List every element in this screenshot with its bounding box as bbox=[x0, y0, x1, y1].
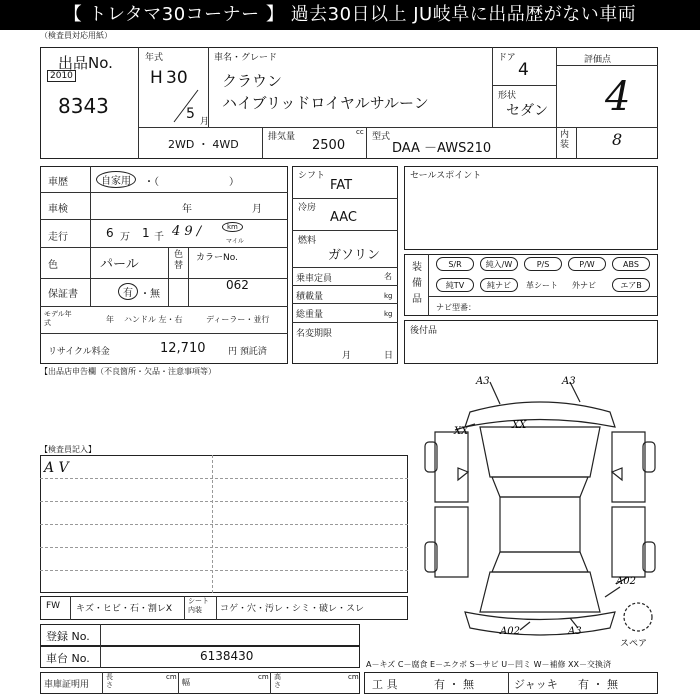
left-info-frame bbox=[40, 166, 288, 364]
divider bbox=[292, 230, 398, 231]
width-label: 幅 bbox=[182, 678, 190, 687]
divider bbox=[40, 219, 288, 220]
lot-label: 出品No. bbox=[58, 54, 113, 72]
history-value: 自家用 bbox=[96, 171, 136, 188]
divider bbox=[168, 247, 169, 306]
history-rest: ・（ ） bbox=[144, 177, 239, 188]
equip-aftermarket-navi: 外ナビ bbox=[572, 281, 596, 290]
shift-label: シフト bbox=[298, 171, 326, 181]
body-shape: セダン bbox=[506, 103, 549, 119]
color-value: パール bbox=[100, 257, 139, 272]
mileage-sen-unit: 千 bbox=[154, 232, 164, 243]
divider bbox=[508, 672, 509, 694]
divider bbox=[40, 333, 288, 334]
length-label: 長さ bbox=[106, 673, 113, 689]
divider bbox=[102, 672, 103, 694]
month-value: 5 bbox=[186, 106, 195, 122]
mark-a02-1: A02 bbox=[616, 576, 636, 587]
mark-a3-1: A3 bbox=[476, 376, 490, 387]
mark-xx-2: XX bbox=[512, 420, 527, 431]
mileage-rest: 4 9 / bbox=[172, 224, 202, 239]
year-value: 30 bbox=[166, 68, 188, 88]
color-no-label: カラーNo. bbox=[196, 253, 238, 263]
divider bbox=[138, 47, 139, 159]
divider bbox=[492, 47, 493, 127]
model-year-label: モデル年式 bbox=[44, 310, 72, 327]
chassis-number: 6138430 bbox=[200, 649, 254, 663]
color-label: 色 bbox=[48, 260, 58, 271]
score-value: 4 bbox=[605, 74, 631, 120]
ac-value: AAC bbox=[330, 210, 357, 225]
corner-banner: 【 トレタマ30コーナー 】 過去30日以上 JU岐阜に出品歴がない車両 bbox=[0, 0, 700, 30]
load-kg: kg bbox=[384, 292, 393, 300]
fw-label: FW bbox=[46, 601, 61, 611]
title-change-day: 日 bbox=[384, 351, 394, 361]
warranty-label: 保証書 bbox=[48, 289, 78, 300]
divider bbox=[270, 672, 271, 694]
car-grade: ハイブリッドロイヤルサルーン bbox=[222, 94, 429, 112]
note-line bbox=[40, 570, 408, 571]
inspector-note: A V bbox=[44, 460, 69, 476]
divider bbox=[70, 596, 71, 620]
cc-unit: cc bbox=[356, 128, 364, 136]
tools-label: 工 具 bbox=[372, 678, 398, 691]
shape-label: 形状 bbox=[498, 91, 517, 101]
divider bbox=[428, 296, 658, 297]
divider bbox=[576, 127, 577, 159]
seller-remarks-label: 【出品店申告欄（不良箇所・欠品・注意事項等） bbox=[40, 367, 216, 376]
inspection-year-unit: 年 bbox=[182, 204, 192, 215]
length-cm: cm bbox=[166, 673, 177, 681]
note-line bbox=[40, 478, 408, 479]
title-change-label: 名変期限 bbox=[296, 329, 333, 339]
registration-label: 登録 No. bbox=[46, 630, 90, 643]
divider bbox=[216, 596, 217, 620]
divider bbox=[188, 247, 189, 306]
aftermarket-box bbox=[404, 320, 658, 364]
tools-value: 有 ・ 無 bbox=[434, 678, 474, 691]
divider bbox=[90, 166, 91, 306]
era: H bbox=[150, 68, 163, 88]
divider bbox=[292, 285, 398, 286]
divider bbox=[292, 303, 398, 304]
year-label: 年式 bbox=[145, 53, 164, 63]
seat-value: コゲ・穴・汚レ・シミ・破レ・スレ bbox=[220, 604, 365, 614]
equip-alloy-wheels: 純入/W bbox=[480, 257, 518, 271]
note-divider bbox=[212, 455, 213, 593]
divider bbox=[40, 247, 288, 248]
divider bbox=[292, 198, 398, 199]
model-code: DAA －AWS210 bbox=[392, 141, 492, 156]
recycle-value: 12,710 bbox=[160, 341, 206, 356]
note-line bbox=[40, 524, 408, 525]
divider bbox=[556, 47, 557, 159]
mark-a02-2: A02 bbox=[500, 626, 520, 637]
load-label: 積載量 bbox=[296, 292, 324, 302]
mileage-label: 走行 bbox=[48, 232, 68, 243]
door-count: 4 bbox=[518, 60, 529, 80]
divider bbox=[292, 322, 398, 323]
warranty-yes: 有 bbox=[118, 283, 138, 300]
damage-code-legend: A－キズ C－腐食 E－エクボ S－サビ U－凹ミ W－補修 XX－交換済 bbox=[366, 660, 612, 669]
interior-score: 8 bbox=[612, 130, 623, 149]
car-name: クラウン bbox=[222, 72, 283, 90]
equip-abs: ABS bbox=[612, 257, 650, 271]
divider bbox=[292, 267, 398, 268]
height-label: 高さ bbox=[274, 673, 281, 689]
warranty-no: ・無 bbox=[140, 289, 160, 300]
divider bbox=[40, 306, 288, 307]
equipment-label: 装備品 bbox=[412, 262, 422, 305]
equip-genuine-navi: 純ナビ bbox=[480, 278, 518, 292]
divider bbox=[40, 192, 288, 193]
divider bbox=[178, 672, 179, 694]
lot-number: 8343 bbox=[58, 94, 109, 118]
mark-a3-2: A3 bbox=[562, 376, 576, 387]
mile-unit: マイル bbox=[226, 238, 244, 245]
displacement-value: 2500 bbox=[312, 138, 346, 153]
width-cm: cm bbox=[258, 673, 269, 681]
month-unit: 月 bbox=[200, 117, 210, 127]
capacity-unit: 名 bbox=[384, 272, 392, 281]
handle-label: ハンドル 左・右 bbox=[124, 315, 183, 324]
sales-point-label: セールスポイント bbox=[410, 171, 482, 181]
inspector-remarks-label: 【検査員記入】 bbox=[40, 445, 96, 454]
displacement-label: 排気量 bbox=[268, 132, 296, 142]
weight-label: 総重量 bbox=[296, 310, 324, 320]
model-label: 型式 bbox=[372, 132, 391, 142]
divider bbox=[100, 646, 101, 668]
divider bbox=[184, 596, 185, 620]
dealer-label: ディーラー・並行 bbox=[206, 315, 270, 324]
mileage-sen: 1 bbox=[142, 226, 150, 240]
divider bbox=[366, 127, 367, 159]
divider bbox=[492, 85, 556, 86]
slash-mark bbox=[170, 88, 200, 124]
divider bbox=[556, 127, 658, 128]
height-cm: cm bbox=[348, 673, 359, 681]
inspection-label: 車検 bbox=[48, 204, 68, 215]
door-label: ドア bbox=[498, 53, 516, 63]
divider bbox=[556, 65, 658, 66]
note-line bbox=[40, 501, 408, 502]
recycle-label: リサイクル料金 bbox=[48, 347, 110, 357]
equip-sunroof: S/R bbox=[436, 257, 474, 271]
garage-cert-label: 車庫証明用 bbox=[44, 680, 90, 690]
aftermarket-label: 後付品 bbox=[410, 326, 438, 336]
inspection-month-unit: 月 bbox=[252, 204, 262, 215]
km-unit: km bbox=[222, 222, 243, 232]
mileage-man-unit: 万 bbox=[120, 232, 130, 243]
drive-type: 2WD ・ 4WD bbox=[168, 138, 239, 151]
chassis-label: 車台 No. bbox=[46, 652, 90, 665]
fw-value: キズ・ヒビ・石・割レX bbox=[76, 604, 172, 614]
navi-model-label: ナビ型番： bbox=[436, 303, 476, 312]
divider bbox=[40, 278, 288, 279]
color-no: 062 bbox=[226, 278, 249, 292]
note-line bbox=[40, 547, 408, 548]
divider bbox=[262, 127, 263, 159]
divider bbox=[100, 624, 101, 646]
title-change-month: 月 bbox=[342, 351, 352, 361]
mileage-man: 6 bbox=[106, 226, 114, 240]
mark-xx-1: XX bbox=[454, 426, 469, 437]
model-year-unit: 年 bbox=[106, 315, 114, 324]
divider bbox=[138, 127, 556, 128]
seat-label: シート内装 bbox=[188, 597, 209, 614]
shift-value: FAT bbox=[330, 178, 353, 193]
interior-label: 内装 bbox=[560, 130, 570, 150]
divider bbox=[428, 254, 429, 316]
weight-kg: kg bbox=[384, 310, 393, 318]
divider bbox=[208, 47, 209, 127]
fuel-value: ガソリン bbox=[328, 248, 381, 263]
color-change-label: 色替 bbox=[174, 250, 184, 271]
equip-genuine-tv: 純TV bbox=[436, 278, 474, 292]
equip-power-steering: P/S bbox=[524, 257, 562, 271]
equip-airbag: エアB bbox=[612, 278, 650, 292]
jack-value: 有 ・ 無 bbox=[578, 678, 618, 691]
score-label: 評価点 bbox=[584, 55, 612, 65]
lot-year: 2010 bbox=[47, 70, 76, 82]
name-label: 車名・グレード bbox=[214, 53, 278, 63]
equip-power-windows: P/W bbox=[568, 257, 606, 271]
spare-label: スペア bbox=[620, 639, 648, 649]
mark-a3-3: A3 bbox=[568, 626, 582, 637]
capacity-label: 乗車定員 bbox=[296, 274, 333, 284]
recycle-unit: 円 預託済 bbox=[228, 347, 267, 357]
sheet-subnote: （検査員対応用紙） bbox=[40, 31, 112, 40]
car-damage-diagram bbox=[420, 372, 660, 652]
history-label: 車歴 bbox=[48, 177, 68, 188]
fuel-label: 燃料 bbox=[298, 236, 317, 246]
ac-label: 冷房 bbox=[298, 203, 317, 213]
jack-label: ジャッキ bbox=[514, 678, 558, 691]
equip-leather-seat: 革シート bbox=[526, 281, 558, 290]
